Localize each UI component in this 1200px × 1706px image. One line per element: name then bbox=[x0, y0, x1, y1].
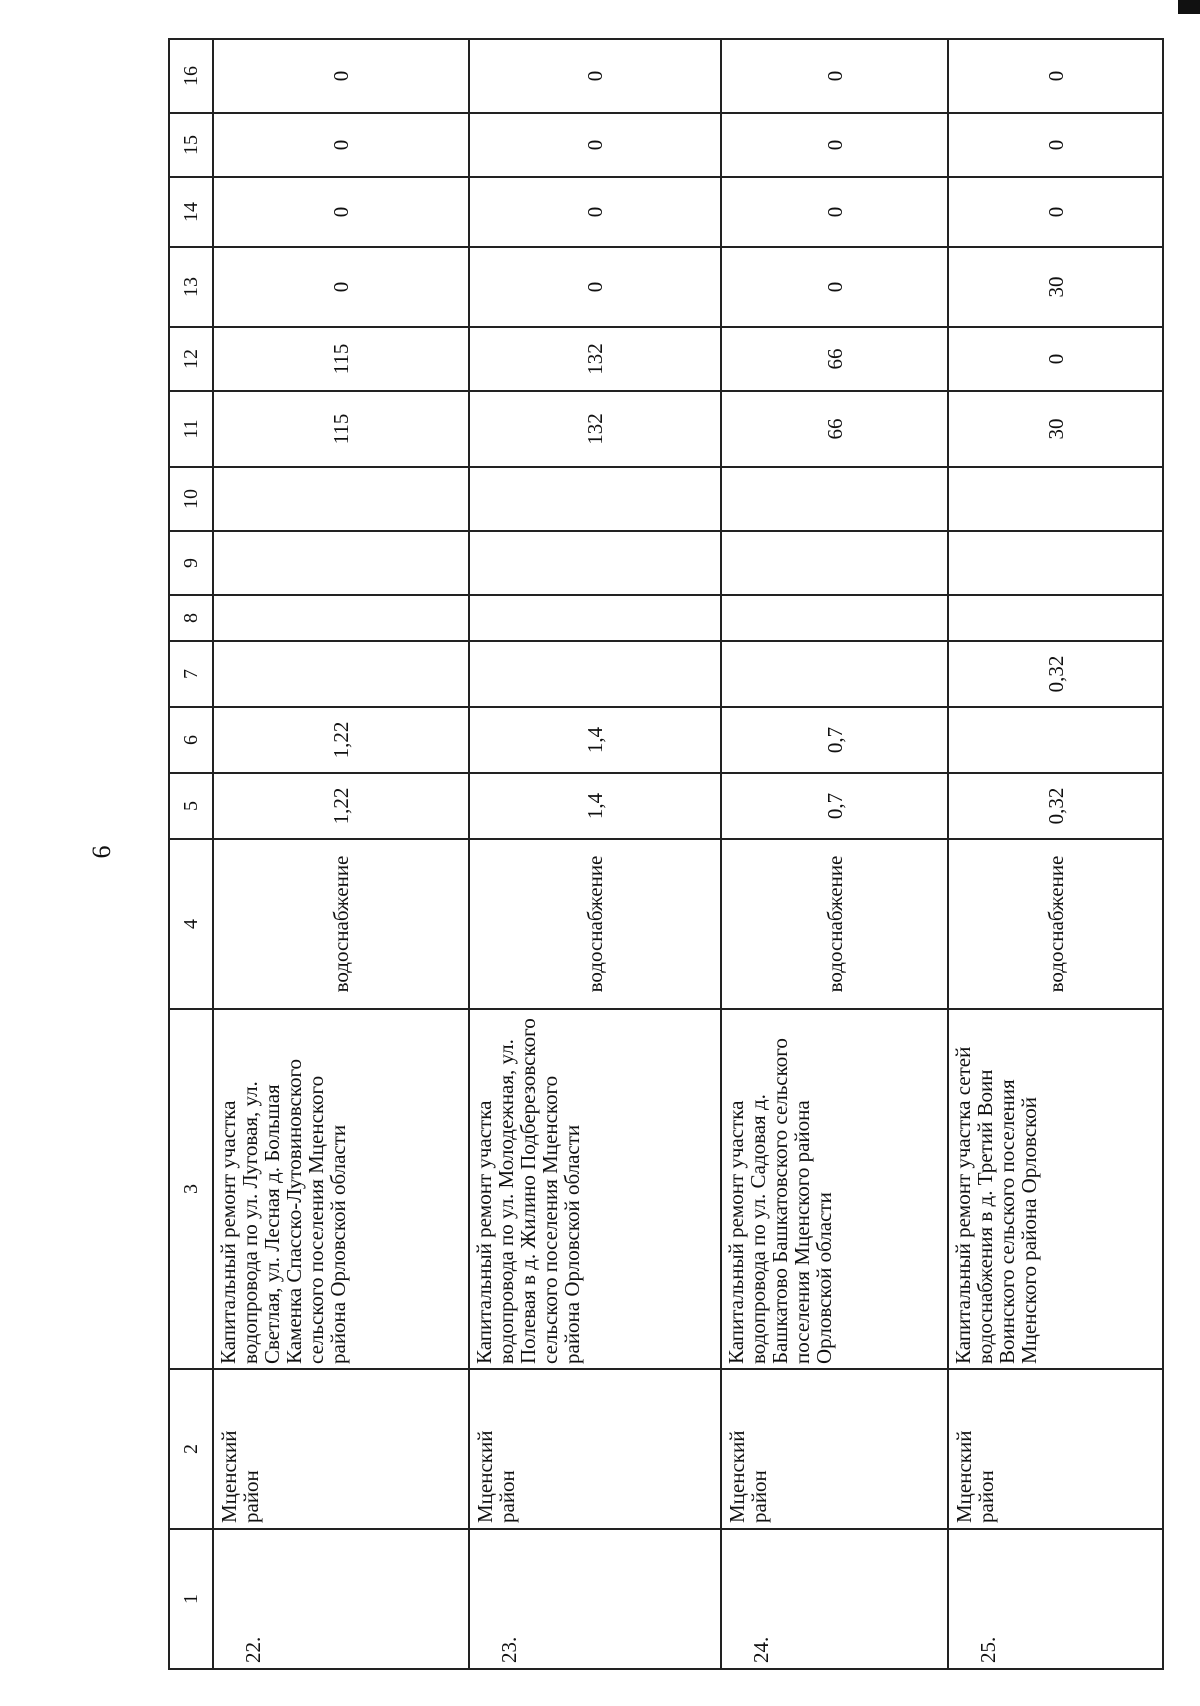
table-rotated-wrapper bbox=[168, 40, 1162, 1670]
region-cell: Мценский район bbox=[213, 1369, 469, 1529]
header-cell: 3 bbox=[169, 1009, 213, 1369]
col14-cell: 0 bbox=[469, 177, 721, 247]
header-cell: 4 bbox=[169, 839, 213, 1009]
work-name-cell: Капитальный ремонт участка сетей водоснабжения в д. Третий Воин Воинского сельского поселения Мценского района Орловской bbox=[948, 1009, 1163, 1369]
header-cell: 5 bbox=[169, 773, 213, 839]
row-number: 25. bbox=[948, 1529, 1163, 1669]
col12-cell: 115 bbox=[213, 327, 469, 391]
col5-cell: 1,4 bbox=[469, 773, 721, 839]
col11-cell: 115 bbox=[213, 391, 469, 467]
work-name-cell: Капитальный ремонт участка водопровода по ул. Молодежная, ул. Полевая в д. Жилино Подберезовского сельского поселения Мценского района Орловской области bbox=[469, 1009, 721, 1369]
col6-cell: 1,4 bbox=[469, 707, 721, 773]
col9-cell bbox=[213, 531, 469, 595]
col7-cell bbox=[469, 641, 721, 707]
col10-cell bbox=[469, 467, 721, 531]
work-type-cell: водоснабжение bbox=[213, 839, 469, 1009]
col16-cell: 0 bbox=[213, 39, 469, 113]
col14-cell: 0 bbox=[948, 177, 1163, 247]
row-number: 23. bbox=[469, 1529, 721, 1669]
col14-cell: 0 bbox=[213, 177, 469, 247]
col7-cell bbox=[721, 641, 948, 707]
header-cell: 8 bbox=[169, 595, 213, 641]
col15-cell: 0 bbox=[948, 113, 1163, 177]
col15-cell: 0 bbox=[721, 113, 948, 177]
col16-cell: 0 bbox=[721, 39, 948, 113]
col13-cell: 0 bbox=[721, 247, 948, 327]
work-type-cell: водоснабжение bbox=[948, 839, 1163, 1009]
header-row bbox=[169, 39, 213, 1669]
page-number: 6 bbox=[87, 845, 116, 859]
col7-cell bbox=[213, 641, 469, 707]
region-cell: Мценский район bbox=[948, 1369, 1163, 1529]
table-row bbox=[469, 39, 721, 1669]
col11-cell: 66 bbox=[721, 391, 948, 467]
header-cell: 10 bbox=[169, 467, 213, 531]
col5-cell: 0,7 bbox=[721, 773, 948, 839]
col15-cell: 0 bbox=[469, 113, 721, 177]
col9-cell bbox=[469, 531, 721, 595]
work-type-cell: водоснабжение bbox=[469, 839, 721, 1009]
col5-cell: 0,32 bbox=[948, 773, 1163, 839]
col10-cell bbox=[213, 467, 469, 531]
col6-cell: 0,7 bbox=[721, 707, 948, 773]
work-name-cell: Капитальный ремонт участка водопровода по ул. Садовая д. Башкатово Башкатовского сельского поселения Мценского района Орловской области bbox=[721, 1009, 948, 1369]
header-cell: 7 bbox=[169, 641, 213, 707]
row-number: 22. bbox=[213, 1529, 469, 1669]
header-cell: 11 bbox=[169, 391, 213, 467]
row-number: 24. bbox=[721, 1529, 948, 1669]
work-name-cell: Капитальный ремонт участка водопровода по ул. Луговая, ул. Светлая, ул. Лесная д. Большая Каменка Спасско-Лутовиновского сельского поселения Мценского района Орловской области bbox=[213, 1009, 469, 1369]
header-cell: 6 bbox=[169, 707, 213, 773]
header-cell: 1 bbox=[169, 1529, 213, 1669]
col12-cell: 0 bbox=[948, 327, 1163, 391]
region-cell: Мценский район bbox=[721, 1369, 948, 1529]
col8-cell bbox=[469, 595, 721, 641]
col13-cell: 0 bbox=[213, 247, 469, 327]
table-row bbox=[213, 39, 469, 1669]
header-cell: 9 bbox=[169, 531, 213, 595]
col11-cell: 30 bbox=[948, 391, 1163, 467]
col8-cell bbox=[213, 595, 469, 641]
col12-cell: 66 bbox=[721, 327, 948, 391]
col15-cell: 0 bbox=[213, 113, 469, 177]
table-row bbox=[721, 39, 948, 1669]
col14-cell: 0 bbox=[721, 177, 948, 247]
col6-cell: 1,22 bbox=[213, 707, 469, 773]
edge-mark bbox=[1178, 0, 1200, 14]
col13-cell: 30 bbox=[948, 247, 1163, 327]
col12-cell: 132 bbox=[469, 327, 721, 391]
col9-cell bbox=[948, 531, 1163, 595]
col10-cell bbox=[948, 467, 1163, 531]
works-table bbox=[168, 38, 1164, 1670]
header-cell: 12 bbox=[169, 327, 213, 391]
col16-cell: 0 bbox=[469, 39, 721, 113]
col13-cell: 0 bbox=[469, 247, 721, 327]
region-cell: Мценский район bbox=[469, 1369, 721, 1529]
table-row bbox=[948, 39, 1163, 1669]
header-cell: 16 bbox=[169, 39, 213, 113]
col8-cell bbox=[948, 595, 1163, 641]
header-cell: 13 bbox=[169, 247, 213, 327]
col10-cell bbox=[721, 467, 948, 531]
col11-cell: 132 bbox=[469, 391, 721, 467]
header-cell: 2 bbox=[169, 1369, 213, 1529]
col6-cell bbox=[948, 707, 1163, 773]
col9-cell bbox=[721, 531, 948, 595]
header-cell: 14 bbox=[169, 177, 213, 247]
work-type-cell: водоснабжение bbox=[721, 839, 948, 1009]
col7-cell: 0,32 bbox=[948, 641, 1163, 707]
col16-cell: 0 bbox=[948, 39, 1163, 113]
header-cell: 15 bbox=[169, 113, 213, 177]
col5-cell: 1,22 bbox=[213, 773, 469, 839]
col8-cell bbox=[721, 595, 948, 641]
